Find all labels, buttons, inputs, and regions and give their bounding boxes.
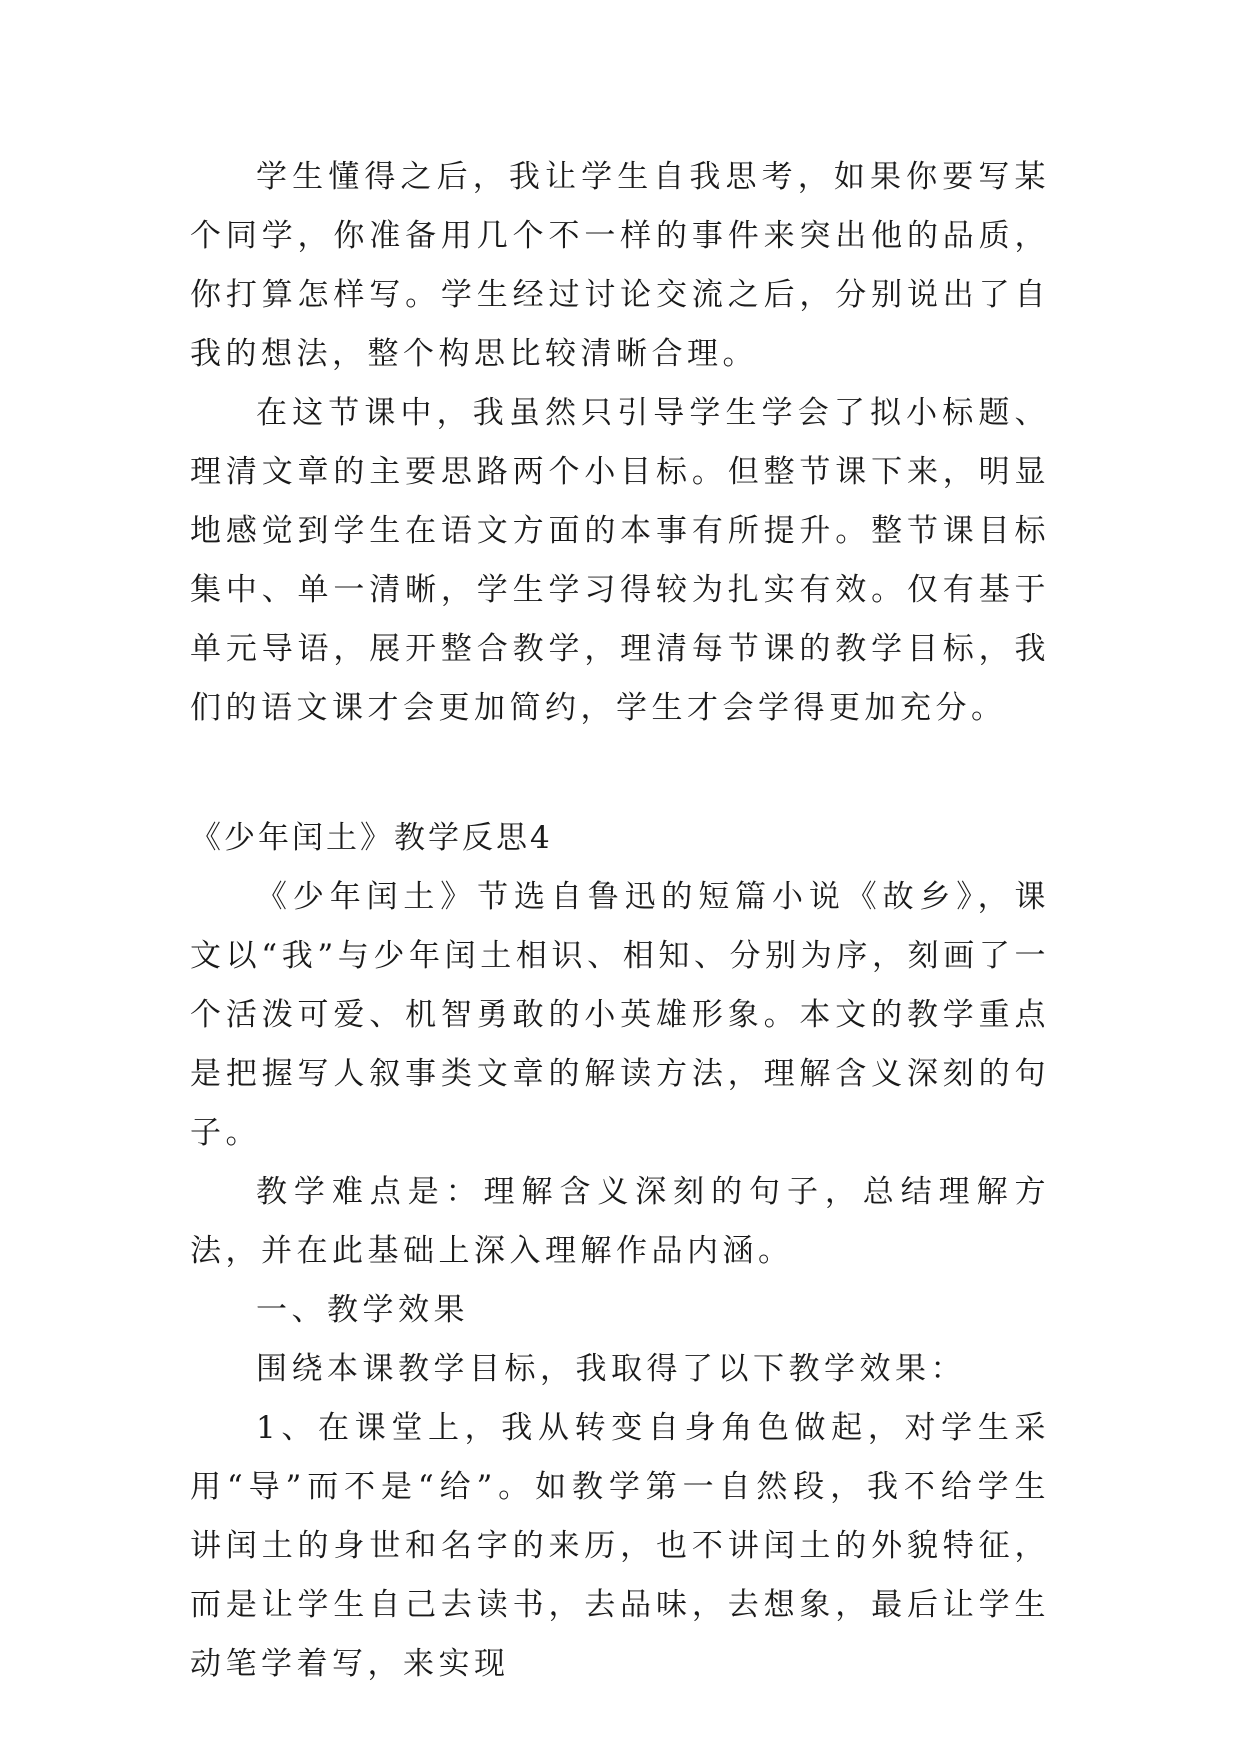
body-paragraph: 学生懂得之后，我让学生自我思考，如果你要写某个同学，你准备用几个不一样的事件来突出他的品质，你打算怎样写。学生经过讨论交流之后，分别说出了自我的想法，整个构思比较清晰合理。 <box>190 159 1050 372</box>
section-gap <box>190 738 1050 809</box>
body-paragraph: 1、在课堂上，我从转变自身角色做起，对学生采用“导”而不是“给”。如教学第一自然段，我不给学生讲闰土的身世和名字的来历，也不讲闰土的外貌特征，而是让学生自己去读书，去品味，去想象，最后让学生动笔学着写，来实现 <box>190 1410 1050 1682</box>
document-page <box>190 148 1050 1694</box>
body-paragraph: 教学难点是：理解含义深刻的句子，总结理解方法，并在此基础上深入理解作品内涵。 <box>190 1174 1050 1269</box>
body-paragraph: 《少年闰土》节选自鲁迅的短篇小说《故乡》，课文以“我”与少年闰土相识、相知、分别为序，刻画了一个活泼可爱、机智勇敢的小英雄形象。本文的教学重点是把握写人叙事类文章的解读方法，理解含义深刻的句子。 <box>190 879 1050 1151</box>
subheading-paragraph: 一、教学效果 <box>256 1292 469 1328</box>
body-paragraph: 围绕本课教学目标，我取得了以下教学效果： <box>256 1351 966 1387</box>
section-title: 《少年闰土》教学反思4 <box>190 820 553 856</box>
body-paragraph: 在这节课中，我虽然只引导学生学会了拟小标题、理清文章的主要思路两个小目标。但整节课下来，明显地感觉到学生在语文方面的本事有所提升。整节课目标集中、单一清晰，学生学习得较为扎实有效。仅有基于单元导语，展开整合教学，理清每节课的教学目标，我们的语文课才会更加简约，学生才会学得更加充分。 <box>190 395 1050 726</box>
